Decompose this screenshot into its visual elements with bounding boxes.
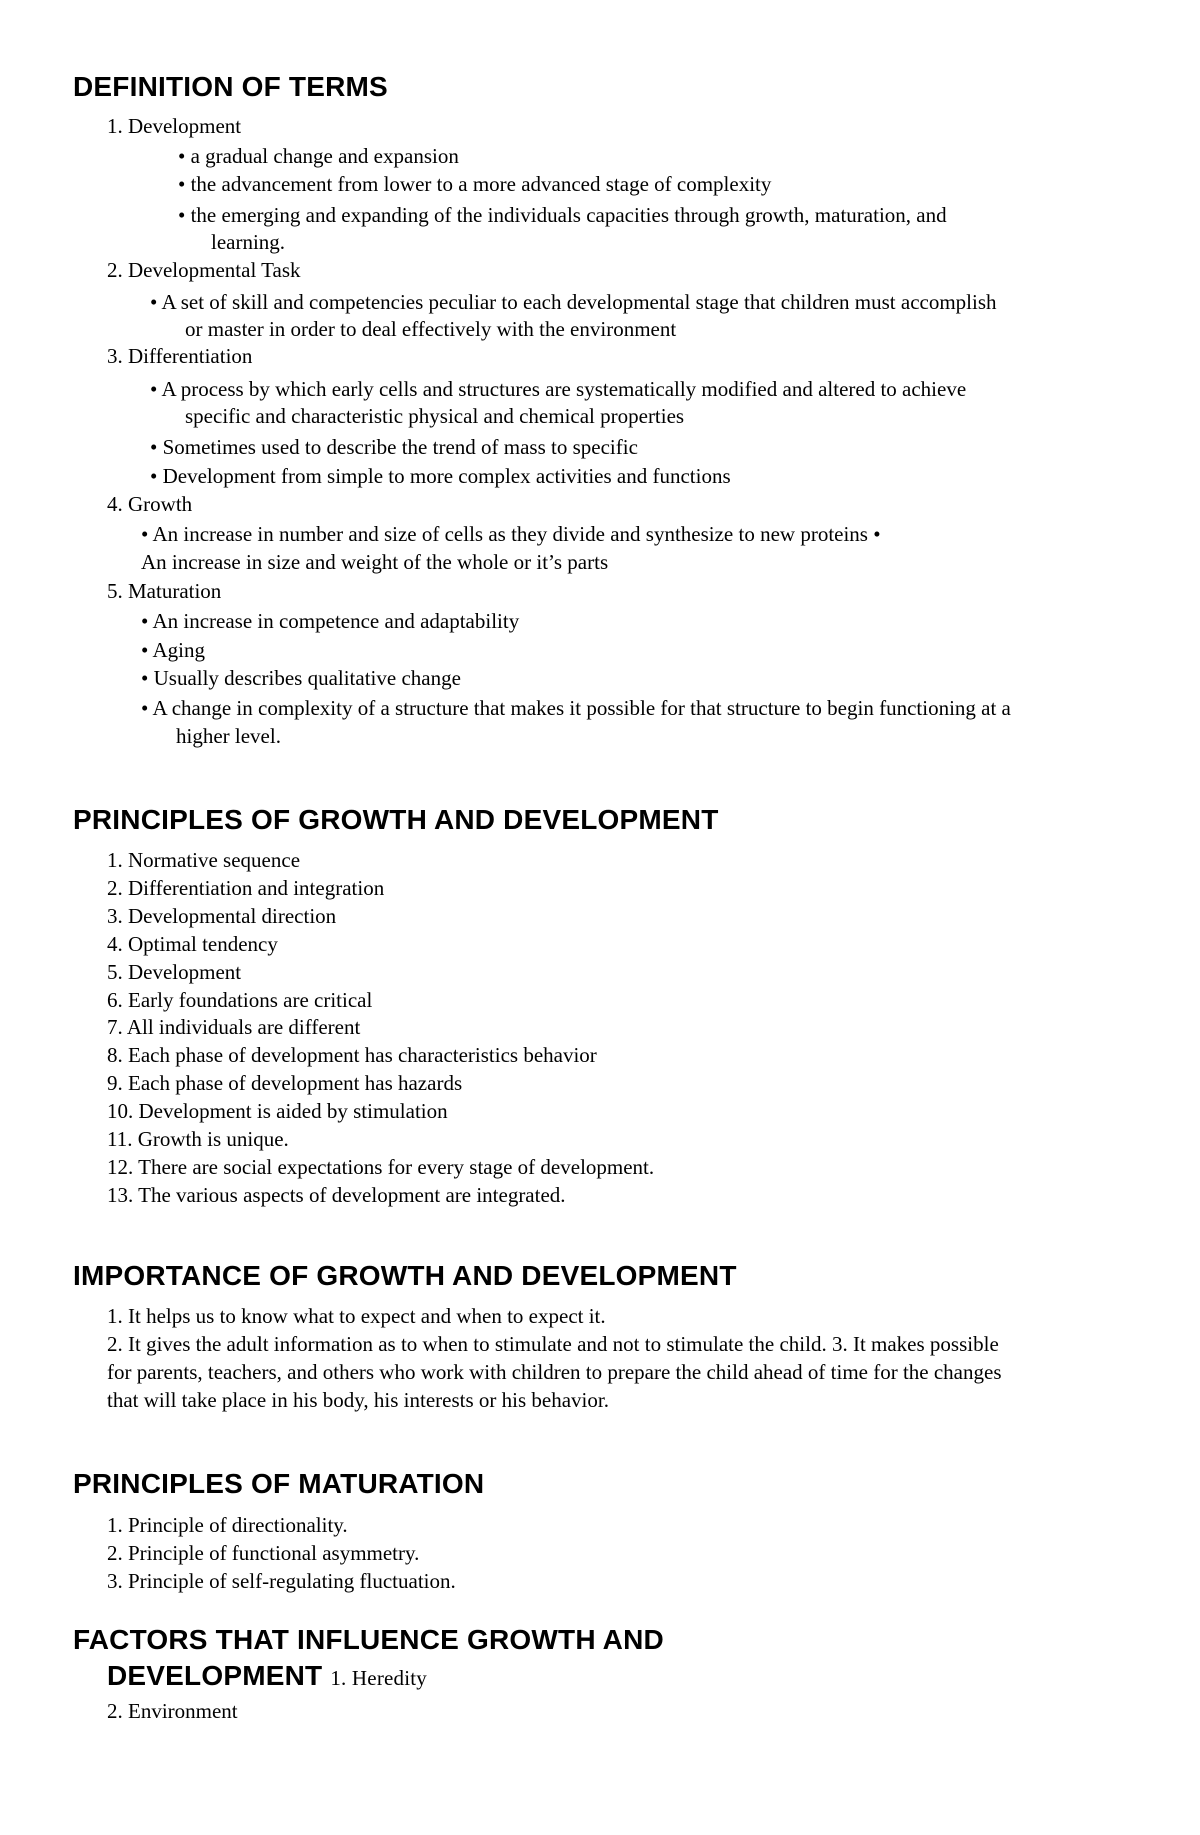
list-item: 12. There are social expectations for every stage of development. — [107, 1155, 655, 1179]
paragraph-line: 1. It helps us to know what to expect and when to expect it. — [107, 1304, 606, 1328]
list-item: 11. Growth is unique. — [107, 1127, 289, 1151]
term-item-continuation: higher level. — [176, 724, 281, 748]
list-item: 8. Each phase of development has characteristics behavior — [107, 1043, 597, 1067]
section-heading-factors: FACTORS THAT INFLUENCE GROWTH AND — [73, 1624, 664, 1655]
paragraph-line: for parents, teachers, and others who work with children to prepare the child ahead of time for the changes — [107, 1360, 1002, 1384]
term-title-developmental-task: 2. Developmental Task — [107, 258, 301, 282]
list-item: 7. All individuals are different — [107, 1015, 361, 1039]
term-item-continuation: specific and characteristic physical and chemical properties — [185, 404, 685, 428]
list-item: 4. Optimal tendency — [107, 932, 278, 956]
list-item: 3. Principle of self-regulating fluctuation. — [107, 1569, 456, 1593]
term-item: • the emerging and expanding of the individuals capacities through growth, maturation, and — [178, 203, 947, 227]
list-item: 3. Developmental direction — [107, 904, 337, 928]
list-item: 1. Principle of directionality. — [107, 1513, 348, 1537]
list-item: 9. Each phase of development has hazards — [107, 1071, 463, 1095]
list-item: 2. Environment — [107, 1699, 238, 1723]
section-heading-principles-maturation: PRINCIPLES OF MATURATION — [73, 1468, 485, 1499]
term-item-continuation: or master in order to deal effectively with the environment — [185, 317, 677, 341]
term-item-continuation: learning. — [211, 230, 286, 254]
section-heading-definition-of-terms: DEFINITION OF TERMS — [73, 71, 388, 102]
term-item: • A change in complexity of a structure that makes it possible for that structure to begin functioning at a — [141, 696, 1011, 720]
term-item: • A process by which early cells and structures are systematically modified and altered to achieve — [150, 377, 967, 401]
term-title-maturation: 5. Maturation — [107, 579, 222, 603]
section-heading-factors-line2 — [107, 1659, 427, 1695]
term-title-growth: 4. Growth — [107, 492, 193, 516]
term-item: • Sometimes used to describe the trend of mass to specific — [150, 435, 638, 459]
list-item: 2. Principle of functional asymmetry. — [107, 1541, 420, 1565]
list-item: 1. Heredity — [330, 1666, 427, 1690]
paragraph-line: 2. It gives the adult information as to when to stimulate and not to stimulate the child. 3. It makes possible — [107, 1332, 999, 1356]
term-item: • Aging — [141, 638, 205, 662]
list-item: 2. Differentiation and integration — [107, 876, 385, 900]
term-title-differentiation: 3. Differentiation — [107, 344, 253, 368]
list-item: 1. Normative sequence — [107, 848, 301, 872]
section-heading-importance: IMPORTANCE OF GROWTH AND DEVELOPMENT — [73, 1260, 737, 1291]
term-item: • the advancement from lower to a more advanced stage of complexity — [178, 172, 772, 196]
term-item: • A set of skill and competencies peculiar to each developmental stage that children must accomplish — [150, 290, 997, 314]
term-item: An increase in size and weight of the whole or it’s parts — [141, 550, 609, 574]
term-item: • a gradual change and expansion — [178, 144, 459, 168]
list-item: 5. Development — [107, 960, 242, 984]
term-item: • Usually describes qualitative change — [141, 666, 461, 690]
list-item: 6. Early foundations are critical — [107, 988, 373, 1012]
section-heading-factors-word: DEVELOPMENT — [107, 1660, 323, 1691]
paragraph-line: that will take place in his body, his interests or his behavior. — [107, 1388, 609, 1412]
list-item: 10. Development is aided by stimulation — [107, 1099, 448, 1123]
term-item: • An increase in competence and adaptability — [141, 609, 520, 633]
term-item: • Development from simple to more complex activities and functions — [150, 464, 731, 488]
list-item: 13. The various aspects of development are integrated. — [107, 1183, 566, 1207]
term-title-development: 1. Development — [107, 114, 242, 138]
term-item: • An increase in number and size of cells as they divide and synthesize to new proteins • — [141, 522, 881, 546]
section-heading-principles-growth: PRINCIPLES OF GROWTH AND DEVELOPMENT — [73, 804, 719, 835]
